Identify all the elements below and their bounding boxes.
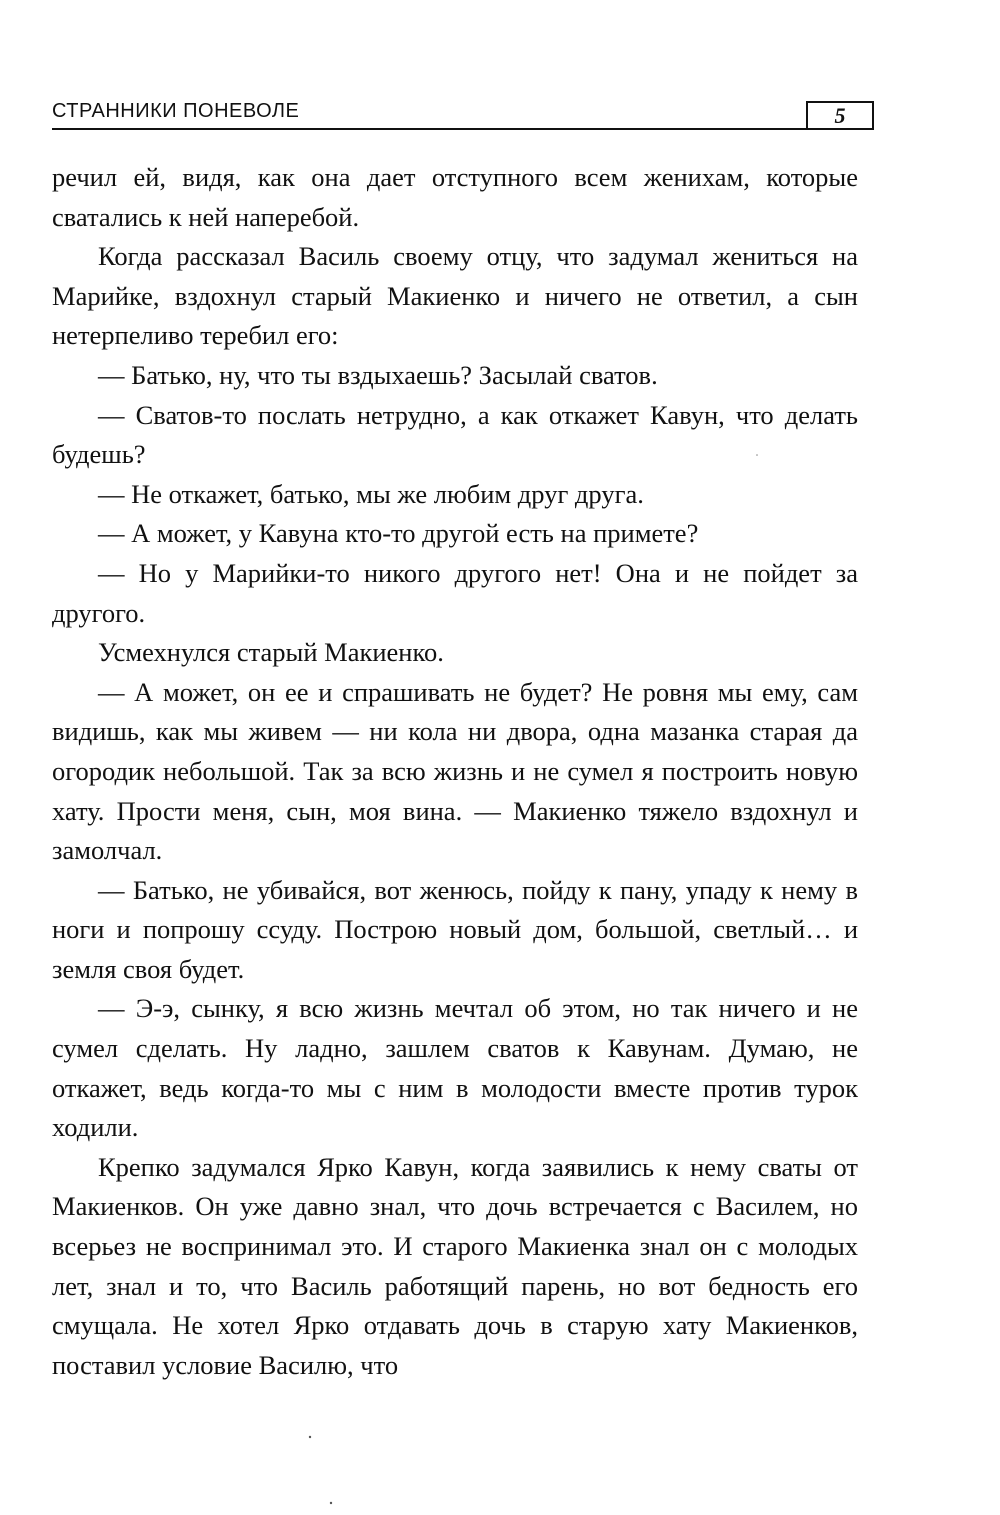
paragraph-9: — А может, он ее и спрашивать не будет? Не ровня мы ему, сам видишь, как мы живем — ни кола ни двора, одна мазанка старая да огородик небольшой. Так за всю жизнь и не сумел я построить новую хату. Прости меня, сын, моя вина. — Макиенко тяжело вздохнул и замолчал. [52, 676, 858, 866]
paragraph-10: — Батько, не убивайся, вот женюсь, пойду к пану, упаду к нему в ноги и попрошу ссуду. Построю новый дом, большой, светлый… и земля своя будет. [52, 874, 858, 984]
page-number: 5 [806, 101, 874, 128]
paragraph-6: — А может, у Кавуна кто-то другой есть на примете? [98, 518, 699, 549]
paragraph-8: Усмехнулся старый Макиенко. [98, 637, 444, 668]
paragraph-5: — Не откажет, батько, мы же любим друг друга. [98, 478, 644, 509]
speck [330, 1502, 332, 1504]
header-rule [52, 128, 874, 130]
body-text [52, 158, 858, 1385]
paragraph-3: — Батько, ну, что ты вздыхаешь? Засылай сватов. [98, 359, 658, 390]
paragraph-11: — Э-э, сынку, я всю жизнь мечтал об этом, но так ничего и не сумел сделать. Ну ладно, зашлем сватов к Кавунам. Думаю, не откажет, ведь когда-то мы с ним в молодости вместе против турок ходили. [52, 993, 858, 1143]
page-header [52, 96, 874, 132]
paragraph-1: речил ей, видя, как она дает отступного всем женихам, которые сватались к ней наперебой. [52, 162, 858, 232]
speck [309, 1436, 311, 1438]
paragraph-7: — Но у Марийки-то никого другого нет! Она и не пойдет за другого. [52, 557, 858, 628]
paragraph-2: Когда рассказал Василь своему отцу, что задумал жениться на Марийке, вздохнул старый Макиенко и ничего не ответил, а сын нетерпеливо теребил его: [52, 241, 858, 351]
paragraph-12: Крепко задумался Ярко Кавун, когда заявились к нему сваты от Макиенков. Он уже давно знал, что дочь встречается с Василем, но всерьез не воспринимал это. И старого Макиенка знал он с молодых лет, знал и то, что Василь работящий парень, но вот бедность его смущала. Не хотел Ярко отдавать дочь в старую хату Макиенков, поставил условие Василю, что [52, 1151, 858, 1380]
paragraph-4: — Сватов-то послать нетрудно, а как откажет Кавун, что делать будешь? [52, 399, 858, 470]
running-title: СТРАННИКИ ПОНЕВОЛЕ [52, 100, 300, 122]
